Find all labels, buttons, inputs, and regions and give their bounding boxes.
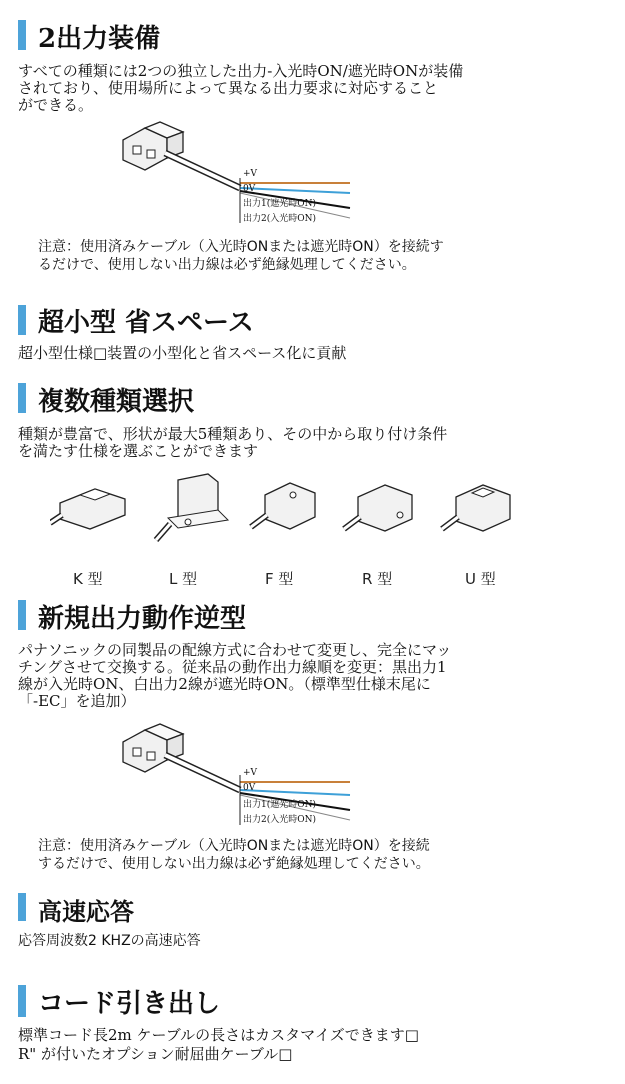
section-title-dual-output: 2出力装備 — [38, 24, 161, 54]
sensor-type-l-illustration — [148, 470, 238, 550]
wire-label-out1: 出力1(遮光時ON) — [243, 800, 317, 810]
wire-label-zero-v: 0V — [243, 184, 256, 194]
section-accent-bar — [18, 383, 26, 413]
wire-label-plus-v: +V — [243, 169, 258, 179]
sensor-type-u-illustration — [438, 475, 528, 545]
section-title-multi-type: 複数種類選択 — [38, 387, 195, 417]
type-label-l: L 型 — [169, 570, 198, 588]
wire-label-zero-v: 0V — [243, 783, 256, 793]
section-title-cord: コード引き出し — [38, 989, 221, 1019]
type-label-u: U 型 — [465, 570, 496, 588]
section-accent-bar — [18, 893, 26, 921]
section-accent-bar — [18, 305, 26, 335]
note-reverse-output: 注意：使用済みケーブル（入光時ONまたは遮光時ON）を接続 するだけで、使用しない出力線は必ず絶縁処理してください。 — [38, 838, 430, 872]
section-title-reverse-output: 新規出力動作逆型 — [38, 604, 247, 634]
sensor-type-r-illustration — [340, 475, 430, 545]
type-label-k: K 型 — [73, 570, 103, 588]
section-body-reverse-output: パナソニックの同製品の配線方式に合わせて変更し、完全にマッ チングさせて交換する。従来品の動作出力線順を変更：黒出力1 線が入光時ON、白出力2線が遮光時ON。（標準型仕様末尾に 「-EC」を追加） — [18, 641, 452, 710]
type-label-r: R 型 — [362, 570, 393, 588]
section-body-dual-output: すべての種類には2つの独立した出力-入光時ON/遮光時ONが装備 されており、使用場所によって異なる出力要求に対応すること ができる。 — [18, 62, 464, 114]
section-accent-bar — [18, 985, 26, 1017]
sensor-type-k-illustration — [50, 475, 140, 545]
sensor-wiring-diagram-reverse — [105, 720, 365, 830]
note-dual-output: 注意：使用済みケーブル（入光時ONまたは遮光時ON）を接続す るだけで、使用しない出力線は必ず絶縁処理してください。 — [38, 239, 444, 273]
section-title-compact: 超小型 省スペース — [38, 308, 254, 338]
section-body-compact: 超小型仕様□装置の小型化と省スペース化に貢献 — [18, 344, 347, 362]
wire-label-out1: 出力1(遮光時ON) — [243, 199, 317, 209]
wire-label-out2: 出力2(入光時ON) — [243, 214, 317, 224]
sensor-wiring-diagram — [105, 118, 365, 228]
wire-label-out2: 出力2(入光時ON) — [243, 815, 317, 825]
section-body-cord: 標準コード長2m ケーブルの長さはカスタマイズできます□ R" が付いたオプション耐屈曲ケーブル□ — [18, 1026, 419, 1063]
section-title-high-speed: 高速応答 — [38, 897, 134, 926]
section-body-high-speed: 応答周波数2 KHZの高速応答 — [18, 933, 201, 949]
section-accent-bar — [18, 600, 26, 630]
wire-label-plus-v: +V — [243, 768, 258, 778]
sensor-type-f-illustration — [245, 475, 335, 545]
section-body-multi-type: 種類が豊富で、形状が最大5種類あり、その中から取り付け条件 を満たす仕様を選ぶことができます — [18, 425, 448, 460]
sensor-body-illustration — [123, 724, 183, 772]
section-accent-bar — [18, 20, 26, 50]
type-label-f: F 型 — [265, 570, 294, 588]
sensor-body-illustration — [123, 122, 183, 170]
